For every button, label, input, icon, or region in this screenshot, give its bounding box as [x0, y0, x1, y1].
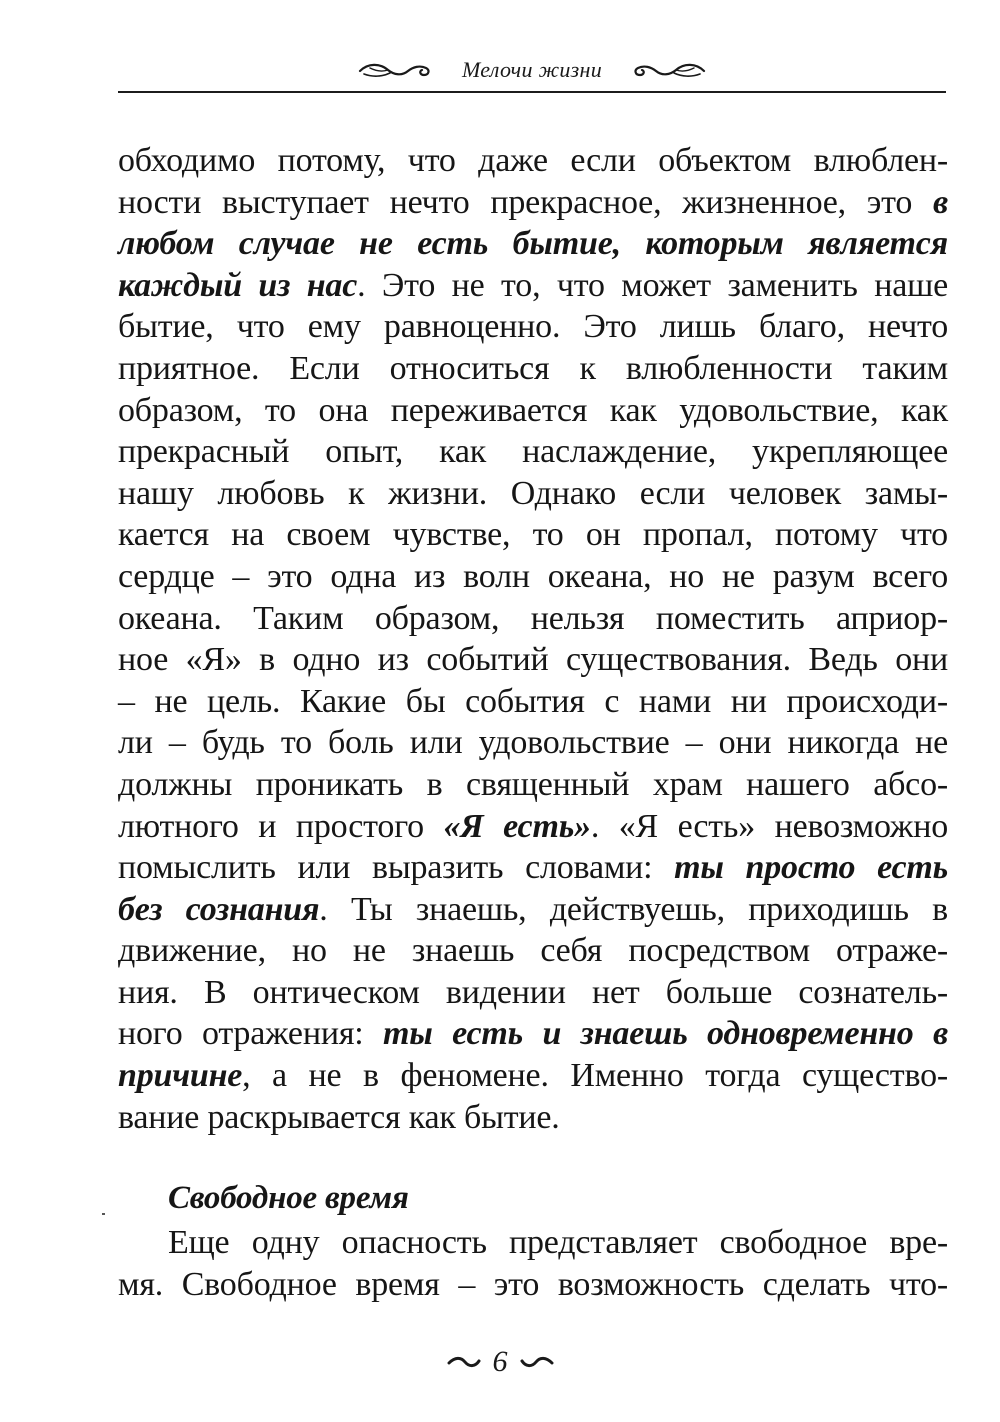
text-line: мя. Свободное время – это возможность сделать что-: [118, 1265, 948, 1303]
text-line: бытие, что ему равноценно. Это лишь благо, нечто: [118, 308, 948, 346]
text-line: вание раскрывается как бытие.: [118, 1098, 560, 1136]
text-line: нашу любовь к жизни. Однако если человек замы-: [118, 474, 948, 512]
text-line: без сознания. Ты знаешь, действуешь, приходишь в: [118, 890, 948, 928]
page-footer: [0, 1344, 1000, 1380]
text-line: прекрасный опыт, как наслаждение, укрепляющее: [118, 433, 948, 471]
section-heading: Свободное время: [168, 1180, 409, 1216]
running-title: Мелочи жизни: [461, 57, 603, 82]
text-line: обходимо потому, что даже если объектом влюблен-: [118, 142, 948, 179]
emphasis: ты есть и знаешь одновременно в: [382, 1015, 948, 1053]
text-line: ного отражения: ты есть и знаешь одновременно в: [118, 1015, 948, 1053]
text-line: океана. Таким образом, нельзя поместить априор-: [118, 599, 948, 637]
scroll-flourish-icon: [632, 59, 706, 81]
section-paragraph: [118, 1222, 948, 1305]
text-line: ли – будь то боль или удовольствие – они никогда не: [118, 724, 948, 762]
text-line: должны проникать в священный храм нашего абсо-: [118, 765, 948, 803]
scroll-flourish-icon: [358, 59, 432, 81]
scan-speck: [102, 1213, 105, 1215]
text-line: – не цель. Какие бы события с нами ни происходи-: [118, 682, 948, 720]
emphasis: каждый из нас: [118, 266, 358, 304]
emphasis: ты просто есть: [674, 849, 948, 887]
swash-icon: [447, 1355, 481, 1369]
text-line: [118, 223, 948, 265]
text-line: Еще одну опасность представляет свободное вре-: [168, 1224, 948, 1261]
text-line: ное «Я» в одно из событий существования. Ведь они: [118, 641, 948, 679]
text-line: движение, но не знаешь себя посредством отраже-: [118, 932, 948, 970]
running-head: [118, 50, 946, 90]
body-paragraph: [118, 140, 948, 1138]
emphasis: в: [933, 183, 948, 221]
text-line: приятное. Если относиться к влюбленности таким: [118, 349, 948, 387]
text-line: помыслить или выразить словами: ты просто есть: [118, 849, 948, 887]
emphasis: причине: [118, 1057, 243, 1095]
page-number: 6: [492, 1345, 508, 1378]
swash-icon: [520, 1355, 554, 1369]
text-line: каждый из нас. Это не то, что может заменить наше: [118, 266, 949, 304]
header-rule: [118, 91, 946, 93]
text-line: образом, то она переживается как удовольствие, как: [118, 391, 948, 429]
text-line: кается на своем чувстве, то он пропал, потому что: [118, 516, 948, 554]
text-line: причине, а не в феномене. Именно тогда существо-: [118, 1057, 948, 1095]
text-line: сердце – это одна из волн океана, но не разум всего: [118, 557, 948, 595]
text-line: ния. В онтическом видении нет больше сознатель-: [118, 973, 948, 1011]
emphasis: «Я есть»: [443, 807, 591, 845]
text-line: ности выступает нечто прекрасное, жизненное, это в: [118, 183, 948, 221]
emphasis: без сознания: [118, 890, 320, 928]
emphasis: любом случае не есть бытие, которым является: [118, 225, 948, 263]
text-line: лютного и простого «Я есть». «Я есть» невозможно: [118, 807, 949, 845]
